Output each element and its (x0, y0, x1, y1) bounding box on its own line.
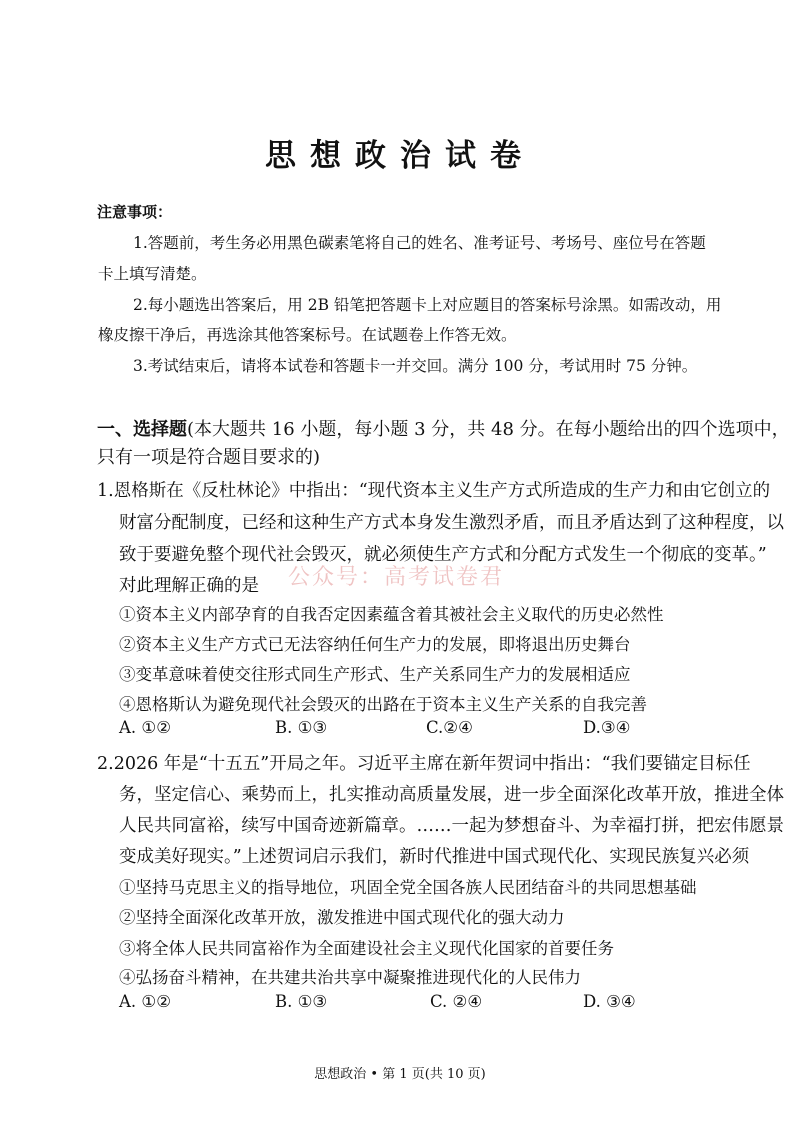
question-2-option: ①坚持马克思主义的指导地位，巩固全党全国各族人民团结奋斗的共同思想基础 (119, 878, 697, 897)
notice-line: 1.答题前，考生务必用黑色碳素笔将自己的姓名、准考证号、考场号、座位号在答题 (133, 234, 706, 252)
question-2-stem: 2.2026 年是“十五五”开局之年。习近平主席在新年贺词中指出：“我们要锚定目标任 (97, 754, 751, 774)
question-1-stem: 致于要避免整个现代社会毁灭，就必须使生产方式和分配方式发生一个彻底的变革。” (119, 545, 767, 565)
notice-line: 2.每小题选出答案后，用 2B 铅笔把答题卡上对应题目的答案标号涂黑。如需改动，用 (133, 296, 722, 314)
question-1-choice-a: A. ①② (119, 718, 171, 737)
question-1-option: ②资本主义生产方式已无法容纳任何生产力的发展，即将退出历史舞台 (119, 635, 631, 654)
notice-heading: 注意事项： (97, 203, 173, 221)
question-1-option: ③变革意味着使交往形式同生产形式、生产关系同生产力的发展相适应 (119, 665, 631, 684)
question-1-choice-d: D.③④ (583, 718, 631, 737)
question-2-stem: 务，坚定信心、乘势而上，扎实推动高质量发展，进一步全面深化改革开放，推进全体 (119, 785, 784, 805)
page-title: 思想政治试卷 (265, 138, 535, 174)
question-1-option: ①资本主义内部孕育的自我否定因素蕴含着其被社会主义取代的历史必然性 (119, 605, 664, 624)
question-2-choice-b: B. ①③ (275, 992, 328, 1011)
question-1-choice-b: B. ①③ (275, 718, 328, 737)
notice-line: 3.考试结束后，请将本试卷和答题卡一并交回。满分 100 分，考试用时 75 分钟。 (133, 357, 698, 375)
section-heading (97, 415, 790, 441)
question-2-stem: 人民共同富裕，续写中国奇迹新篇章。……一起为梦想奋斗、为幸福打拼，把宏伟愿景 (119, 816, 784, 836)
question-1-stem: 1.恩格斯在《反杜林论》中指出：“现代资本主义生产方式所造成的生产力和由它创立的 (97, 481, 771, 501)
question-2-option: ③将全体人民共同富裕作为全面建设社会主义现代化国家的首要任务 (119, 939, 614, 958)
question-2-stem: 变成美好现实。”上述贺词启示我们，新时代推进中国式现代化、实现民族复兴必须 (119, 847, 750, 867)
watermark: 公众号：高考试卷君 (288, 565, 505, 590)
question-1-stem: 财富分配制度，已经和这种生产方式本身发生激烈矛盾，而且矛盾达到了这种程度，以 (119, 513, 784, 533)
section-description: (本大题共 16 小题，每小题 3 分，共 48 分。在每小题给出的四个选项中， (187, 419, 790, 440)
question-2-option: ④弘扬奋斗精神，在共建共治共享中凝聚推进现代化的人民伟力 (119, 968, 581, 987)
notice-line: 橡皮擦干净后，再选涂其他答案标号。在试题卷上作答无效。 (98, 326, 517, 344)
question-2-choice-c: C. ②④ (430, 992, 483, 1011)
section-description-cont: 只有一项是符合题目要求的) (97, 447, 321, 468)
section-label: 一、选择题 (97, 419, 187, 440)
question-1-stem: 对此理解正确的是 (119, 576, 259, 596)
question-2-choice-d: D. ③④ (583, 992, 636, 1011)
question-1-option: ④恩格斯认为避免现代社会毁灭的出路在于资本主义生产关系的自我完善 (119, 695, 647, 714)
question-1-choice-c: C.②④ (426, 718, 473, 737)
question-2-option: ②坚持全面深化改革开放，激发推进中国式现代化的强大动力 (119, 908, 565, 927)
question-2-choice-a: A. ①② (119, 992, 171, 1011)
page-footer: 思想政治 • 第 1 页(共 10 页) (314, 1067, 486, 1082)
notice-line: 卡上填写清楚。 (98, 265, 207, 283)
